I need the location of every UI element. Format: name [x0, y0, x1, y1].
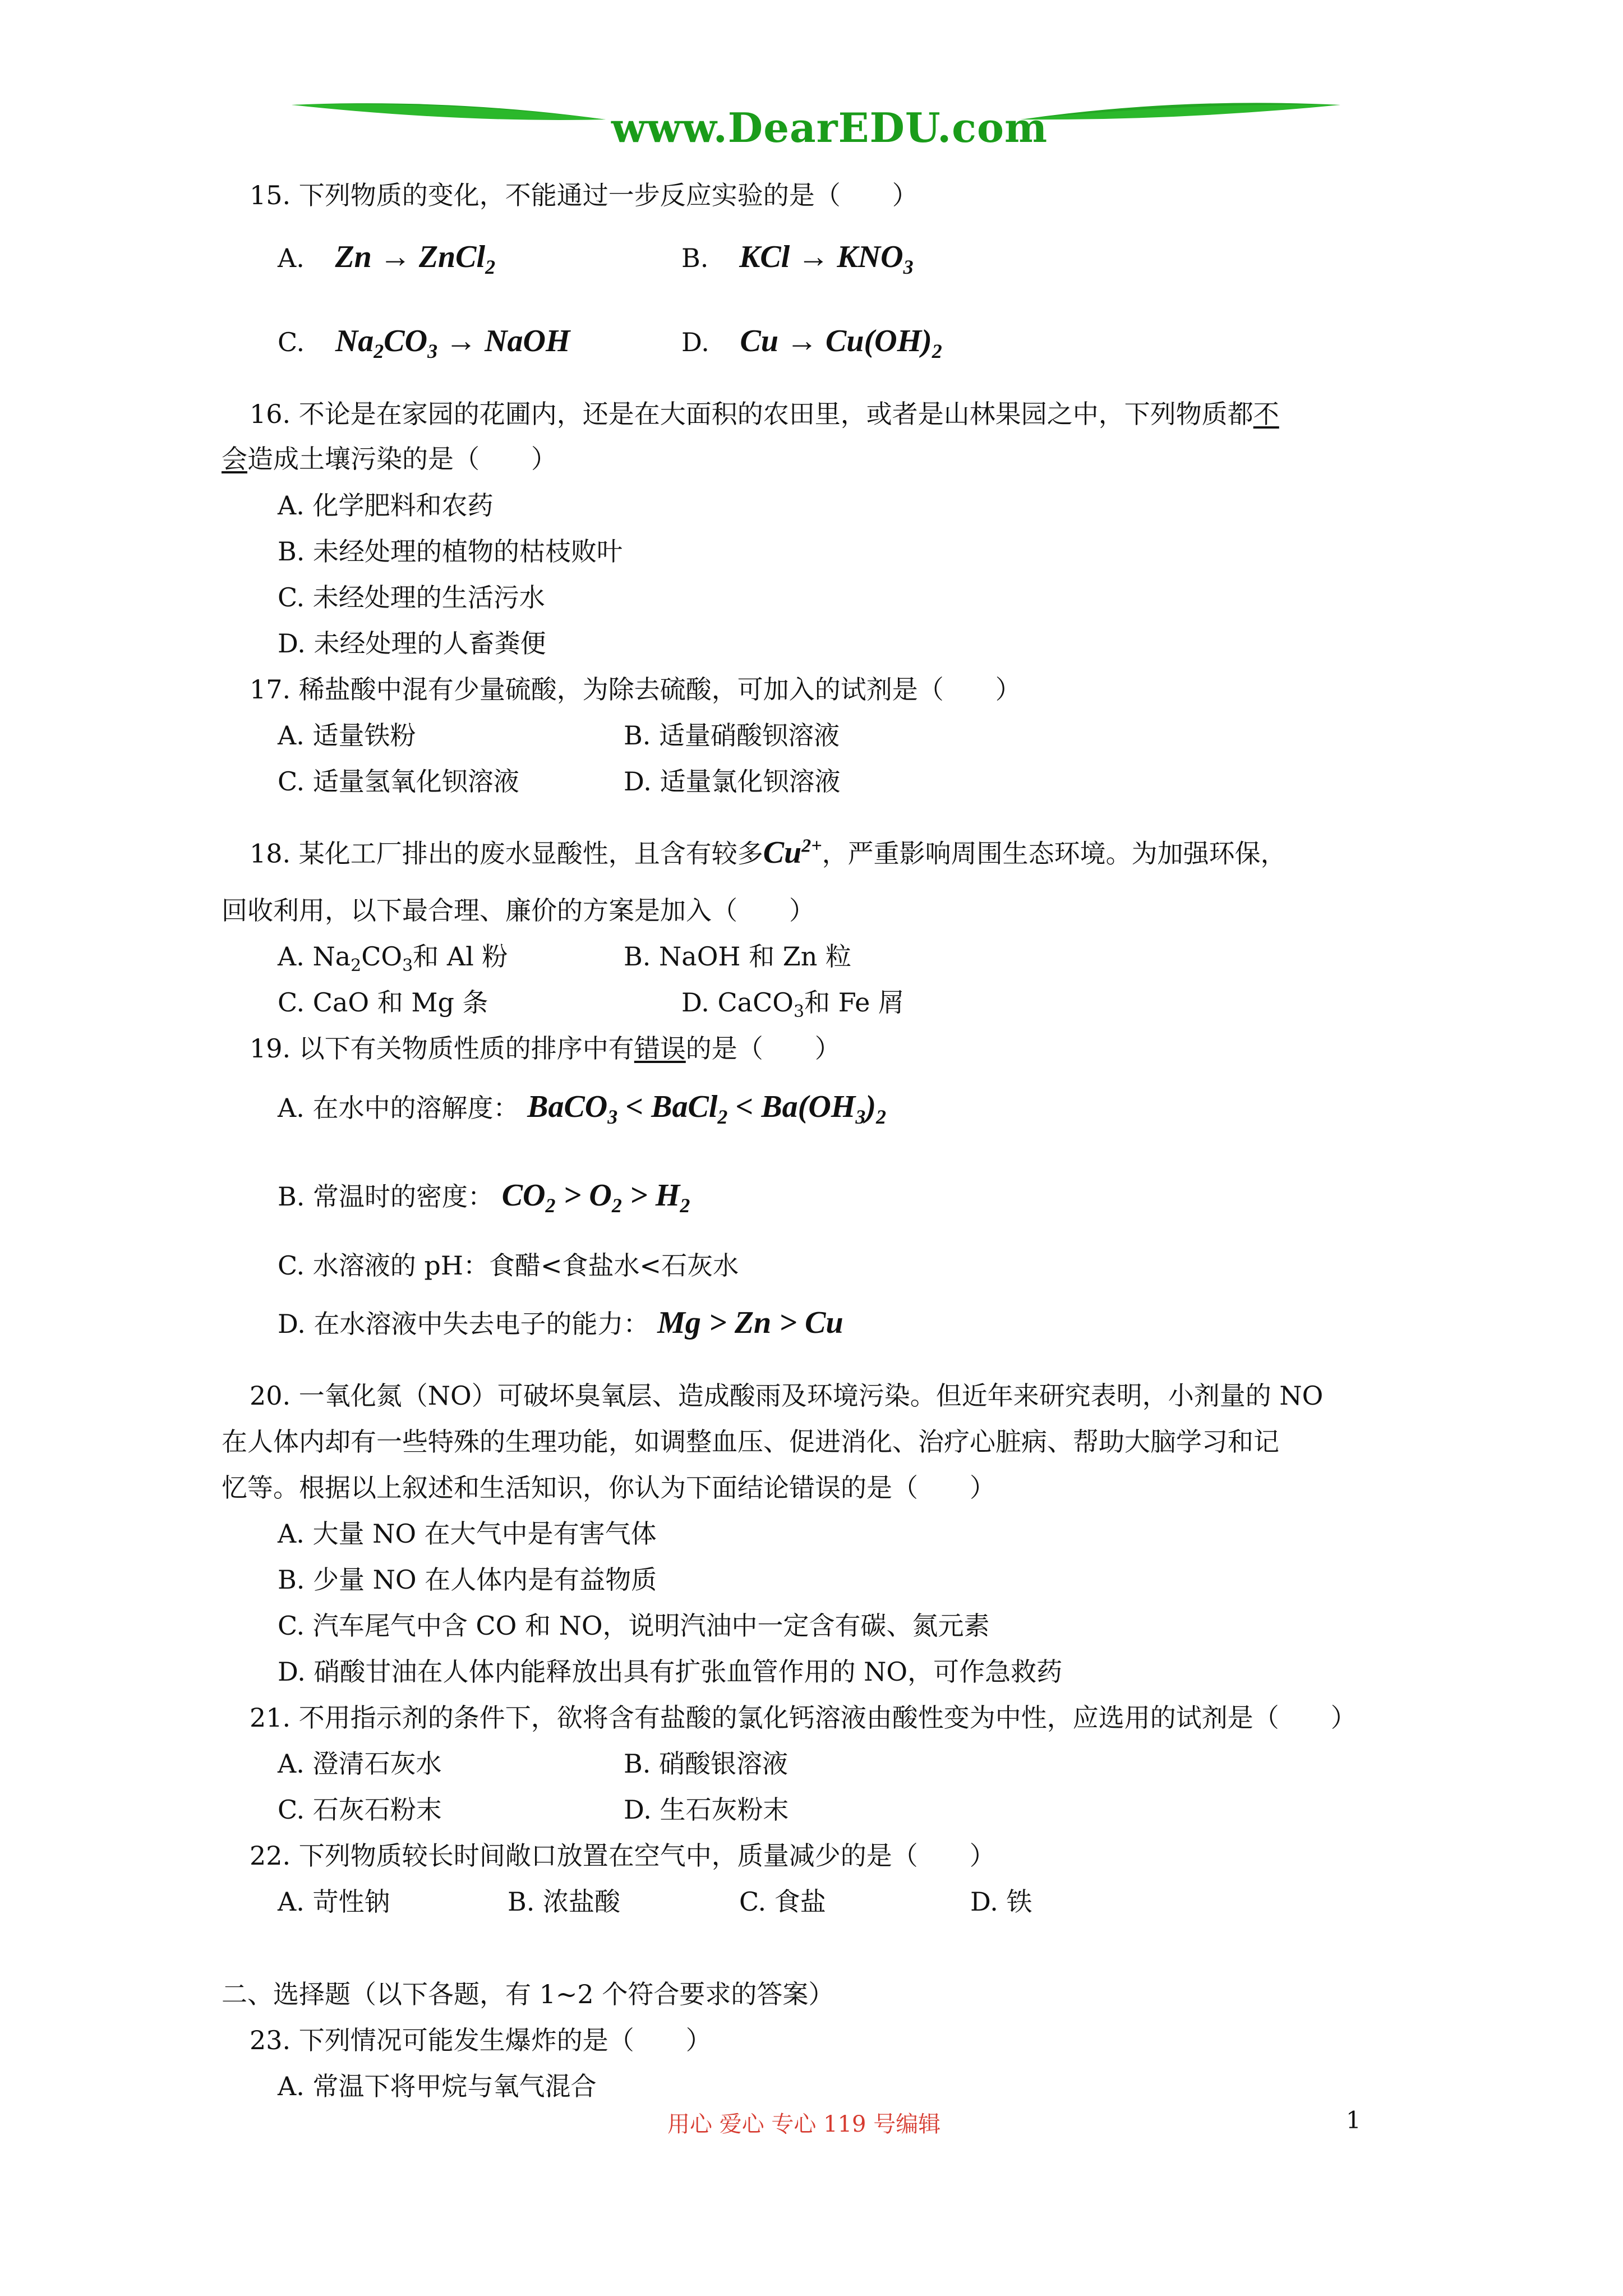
question-16-stem-line2: 会造成土壤污染的是（ ）	[222, 444, 557, 474]
option-tag: B.	[681, 243, 709, 273]
q15-option-d	[681, 325, 942, 367]
q18-option-a: A. $Na_2CO_3$和 Al 粉	[278, 941, 508, 976]
q15-option-c	[278, 325, 570, 367]
question-23-stem: 23. 下列情况可能发生爆炸的是（ ）	[250, 2025, 712, 2055]
site-name: www.DearEDU.com	[611, 104, 1048, 151]
q18-option-b: B. NaOH 和 Zn 粒	[624, 941, 852, 972]
q21-option-b: B. 硝酸银溶液	[624, 1749, 789, 1779]
q22-option-b: B. 浓盐酸	[508, 1887, 621, 1917]
q15-option-b	[681, 241, 914, 283]
question-15-stem: 15. 下列物质的变化，不能通过一步反应实验的是（ ）	[250, 180, 918, 210]
q21-option-c: C. 石灰石粉末	[278, 1795, 442, 1825]
q19-option-a: A. 在水中的溶解度： BaCO$_3$ < BaCl$_2$ < $Ba(OH_3)_2$	[278, 1089, 886, 1129]
question-21-stem: 21. 不用指示剂的条件下，欲将含有盐酸的氯化钙溶液由酸性变为中性，应选用的试剂是（ ）	[250, 1703, 1357, 1733]
q20-option-a: A. 大量 NO 在大气中是有害气体	[278, 1519, 657, 1549]
question-20-line1: 20. 一氧化氮（NO）可破坏臭氧层、造成酸雨及环境污染。但近年来研究表明，小剂量的 NO	[250, 1381, 1324, 1411]
question-16-stem-line1: 16. 不论是在家园的花圃内，还是在大面积的农田里，或者是山林果园之中，下列物质都不	[250, 399, 1279, 429]
q22-option-c: C. 食盐	[739, 1887, 826, 1917]
formula: $Na_2CO_3$ → NaOH	[335, 324, 570, 363]
q15-option-a	[278, 241, 495, 283]
formula: KCl → $KNO_3$	[739, 240, 914, 279]
q21-option-a: A. 澄清石灰水	[278, 1749, 442, 1779]
formula: Zn → ZnCl$_2$	[335, 240, 496, 279]
formula: $Cu \to Cu(OH)_2$	[740, 324, 942, 363]
q20-option-d: D. 硝酸甘油在人体内能释放出具有扩张血管作用的 NO，可作急救药	[278, 1657, 1063, 1687]
option-tag: A.	[278, 243, 305, 273]
q16-option-c: C. 未经处理的生活污水	[278, 582, 545, 613]
q20-option-c: C. 汽车尾气中含 CO 和 NO，说明汽油中一定含有碳、氮元素	[278, 1611, 990, 1641]
site-header-banner	[292, 98, 1340, 160]
option-tag: D.	[681, 327, 709, 357]
q21-option-d: D. 生石灰粉末	[624, 1795, 789, 1825]
question-22-stem: 22. 下列物质较长时间敞口放置在空气中，质量减少的是（ ）	[250, 1841, 995, 1871]
q19-option-b: B. 常温时的密度： $CO_2 > O_2 > H_2$	[278, 1178, 690, 1217]
question-20-line2: 在人体内却有一些特殊的生理功能，如调整血压、促进消化、治疗心脏病、帮助大脑学习和记	[222, 1427, 1279, 1457]
q22-option-a: A. 苛性钠	[278, 1887, 390, 1917]
q18-option-c: C. CaO 和 Mg 条	[278, 987, 488, 1018]
question-18-stem-line1: 18. 某化工厂排出的废水显酸性，且含有较多$Cu^{2+}$，严重影响周围生态环境。为加强环保，	[250, 835, 1287, 870]
q17-option-c: C. 适量氢氧化钡溶液	[278, 766, 519, 797]
section-2-title: 二、选择题（以下各题，有 1~2 个符合要求的答案）	[222, 1979, 834, 2009]
q16-option-a: A. 化学肥料和农药	[278, 490, 494, 521]
q17-option-d: D. 适量氯化钡溶液	[624, 766, 841, 797]
q18-option-d: D. CaCO$_3$和 Fe 屑	[681, 987, 904, 1022]
q17-option-b: B. 适量硝酸钡溶液	[624, 720, 840, 751]
q19-option-c: C. 水溶液的 pH：食醋<食盐水<石灰水	[278, 1250, 739, 1281]
formula: $CO_2 > O_2 > H_2$	[501, 1178, 690, 1217]
question-18-stem-line2: 回收利用，以下最合理、廉价的方案是加入（ ）	[222, 895, 815, 926]
q17-option-a: A. 适量铁粉	[278, 720, 416, 751]
page-number: 1	[1346, 2106, 1361, 2134]
q16-option-d: D. 未经处理的人畜粪便	[278, 628, 546, 659]
ion-formula: $Cu^{2+}$	[763, 835, 822, 870]
q22-option-d: D. 铁	[970, 1887, 1032, 1917]
question-19-stem: 19. 以下有关物质性质的排序中有错误的是（ ）	[250, 1033, 841, 1064]
footer-text: 用心 爱心 专心 119 号编辑	[667, 2111, 941, 2137]
q19-option-d: D. 在水溶液中失去电子的能力： Mg > Zn > Cu	[278, 1305, 843, 1340]
q20-option-b: B. 少量 NO 在人体内是有益物质	[278, 1565, 657, 1595]
option-tag: C.	[278, 327, 305, 357]
q16-option-b: B. 未经处理的植物的枯枝败叶	[278, 536, 623, 567]
q23-option-a: A. 常温下将甲烷与氧气混合	[278, 2071, 597, 2101]
question-20-line3: 忆等。根据以上叙述和生活知识，你认为下面结论错误的是（ ）	[222, 1473, 995, 1503]
question-17-stem: 17. 稀盐酸中混有少量硫酸，为除去硫酸，可加入的试剂是（ ）	[250, 674, 1021, 705]
formula: BaCO$_3$ < BaCl$_2$ < $Ba(OH_3)_2$	[527, 1089, 886, 1129]
formula: Mg > Zn > Cu	[657, 1305, 843, 1340]
